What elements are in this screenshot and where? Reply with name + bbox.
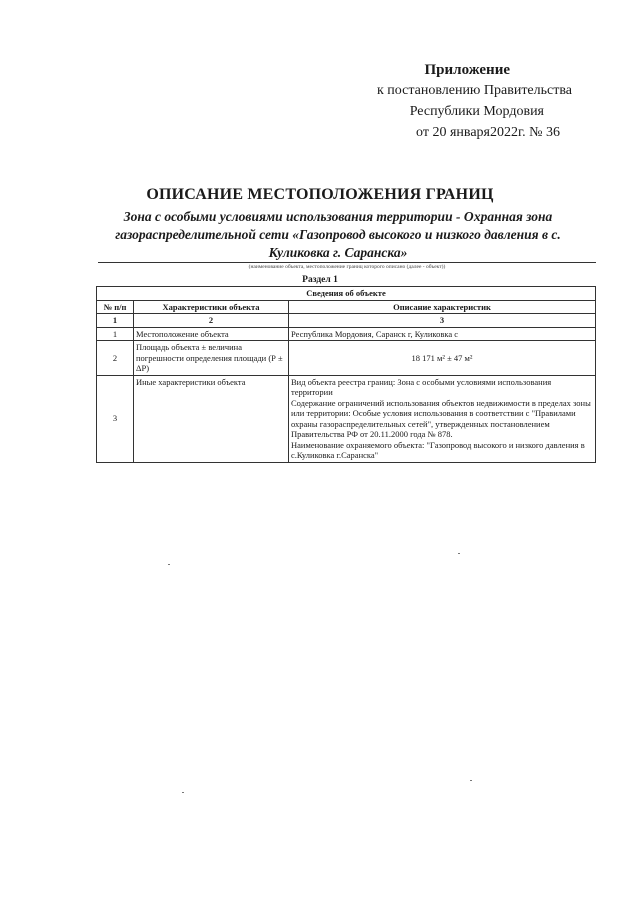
header-num: № п/п: [97, 300, 134, 314]
document-title: ОПИСАНИЕ МЕСТОПОЛОЖЕНИЯ ГРАНИЦ: [146, 186, 494, 203]
document-subtitle: Зона с особыми условиями использования территории - Охранная зона газораспределительной сети «Газопровод высокого и низкого давления в с. Куликовка г. Саранска»: [115, 209, 561, 260]
subtitle-caption: (наименование объекта, местоположение границ которого описано (далее - объект)): [248, 264, 446, 270]
row-num: 1: [97, 327, 134, 341]
row-characteristic: Местоположение объекта: [134, 327, 289, 341]
subtitle-underline: [98, 262, 596, 263]
table-header-row: [97, 300, 596, 314]
scan-speck: [168, 564, 170, 565]
table-title-row: [97, 287, 596, 301]
appendix-republic-line: Республики Мордовия: [409, 104, 544, 119]
description-protected-object: Наименование охраняемого объекта: "Газопровод высокого и низкого давления в с.Куликовка г.Саранска": [291, 439, 585, 460]
row-description: [289, 375, 596, 462]
header-description: Описание характеристик: [289, 300, 596, 314]
row-num: 2: [97, 341, 134, 376]
scan-speck: [182, 792, 184, 793]
section-title: Раздел 1: [302, 275, 338, 285]
appendix-title: Приложение: [424, 62, 510, 78]
header-characteristic: Характеристики объекта: [134, 300, 289, 314]
column-number: 1: [97, 314, 134, 328]
appendix-resolution-line: к постановлению Правительства: [376, 83, 572, 98]
column-number: 3: [289, 314, 596, 328]
table-row: [97, 327, 596, 341]
appendix-date-number-line: от 20 января2022г. № 36: [416, 125, 560, 140]
scan-speck: [470, 780, 472, 781]
row-characteristic: Иные характеристики объекта: [134, 375, 289, 462]
description-restrictions: Содержание ограничений использования объектов недвижимости в пределах зоны или территории: Особые условия использования в соответствии с "Правилами охраны газораспределительных сетей", утвержденных постановлением Правительства РФ от 20.11.2000 года № 878.: [291, 397, 591, 439]
table-row: [97, 341, 596, 376]
table-row: [97, 375, 596, 462]
row-characteristic: Площадь объекта ± величина погрешности определения площади (Р ± ΔР): [134, 341, 289, 376]
description-object-type: Вид объекта реестра границ: Зона с особыми условиями использования территории: [291, 376, 552, 397]
object-info-table: [96, 286, 596, 463]
row-description: Республика Мордовия, Саранск г, Куликовка с: [289, 327, 596, 341]
column-number: 2: [134, 314, 289, 328]
scan-speck: [458, 553, 460, 554]
table-title: Сведения об объекте: [97, 287, 596, 301]
row-description: 18 171 м² ± 47 м²: [289, 341, 596, 376]
row-num: 3: [97, 375, 134, 462]
column-number-row: [97, 314, 596, 328]
